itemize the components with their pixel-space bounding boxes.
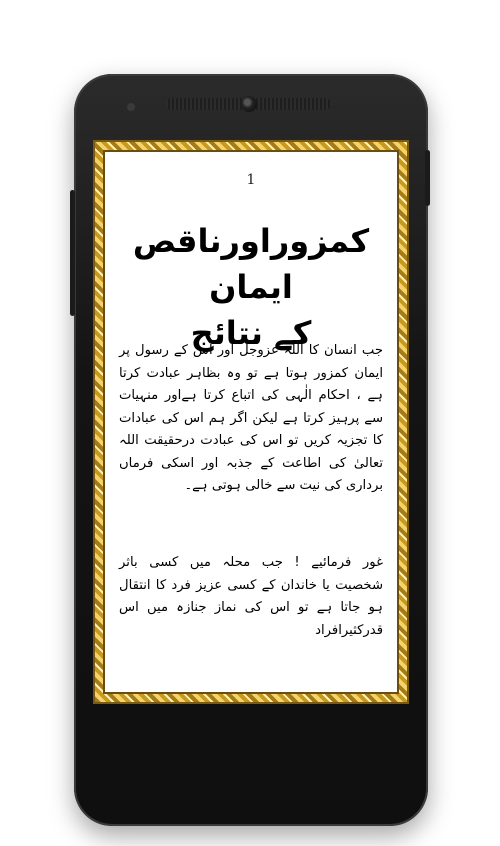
paragraph-1: جب انسان کا اللہ عزوجل اور اس کے رسول پر ایمان کمزور ہوتا ہے تو وہ بظاہر عبادت کرتا ہے ، احکام الٰہی کی اتباع کرتا ہےاور منہیات سے پرہیز کرتا ہے لیکن اگر ہم اس کی عبادات کا تجزیہ کریں تو اس کی عبادت درحقیقت اللہ تعالیٰ کی اطاعت کے جذبہ اور اسکی فرماں برداری کی نیت سے خالی ہوتی ہے۔ [119,343,383,493]
chapter-title [123,218,379,356]
power-button [425,150,430,206]
paragraph-2: غور فرمائیے ! جب محلہ میں کسی باثر شخصیت یا خاندان کے کسی عزیز فرد کا انتقال ہو جاتا ہے تو اس کی نماز جنازہ میں اس قدرکثیرافراد [119,555,383,638]
ornamental-gold-frame [93,140,409,704]
chapter-title-line-1: کمزوراورناقص ایمان [132,222,370,306]
chapter-title-line-2: کے نتائج [190,314,312,352]
front-camera-icon [241,96,257,112]
page-number: 1 [246,172,256,188]
book-page[interactable] [103,150,399,694]
proximity-sensor-icon [127,103,135,111]
volume-button [70,190,75,316]
